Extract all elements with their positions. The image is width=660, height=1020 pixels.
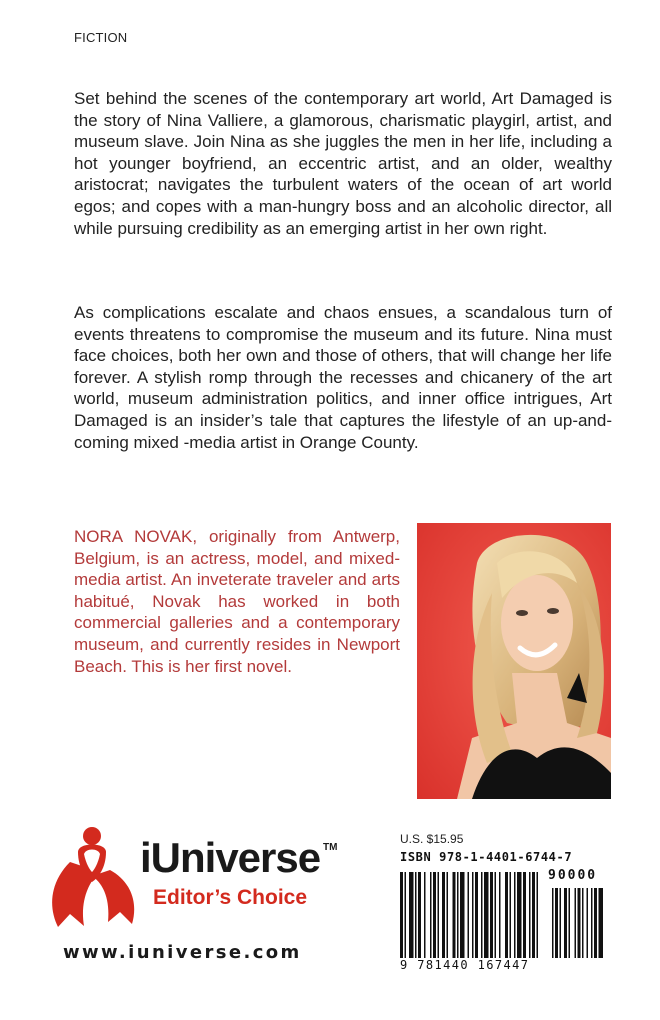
barcode-bar [424,872,426,958]
barcode-bar [514,872,516,958]
addon-bar [552,888,554,958]
trademark-mark: TM [323,842,338,853]
barcode-bar [481,872,483,958]
isbn-label: ISBN 978-1-4401-6744-7 [400,850,573,864]
barcode-bar [442,872,445,958]
publisher-website[interactable]: www.iuniverse.com [63,942,302,963]
barcode-bar [499,872,501,958]
addon-bar [591,888,593,958]
barcode-bars [396,870,610,970]
barcode-bar [418,872,421,958]
addon-bar [560,888,562,958]
barcode-bar [415,872,417,958]
barcode-bar [457,872,459,958]
barcode-bar [484,872,489,958]
ean-digits: 9 781440 167447 [400,958,530,972]
barcode-bar [532,872,535,958]
addon-bar [599,888,604,958]
addon-bar [582,888,584,958]
barcode-bar [409,872,414,958]
barcode-bar [505,872,508,958]
barcode-bar [438,872,440,958]
brand-name: iUniverse [140,834,321,881]
barcode-bar [475,872,478,958]
blurb-paragraph-2: As complications escalate and chaos ensues, a scandalous turn of events threatens to compromise the museum and its future. Nina must face choices, both her own and those of others, that will change her life forever. A stylish romp through the recesses and chicanery of the art world, museum administration politics, and inner office intrigues, Art Damaged is an insider’s tale that captures the lifestyle of an up-and-coming mixed -media artist in Orange County. [74,303,612,452]
barcode-bar [517,872,522,958]
barcode-block [396,828,610,980]
barcode-bar [447,872,449,958]
barcode-bar [430,872,432,958]
price-label: U.S. $15.95 [400,832,464,846]
blurb-paragraph-1: Set behind the scenes of the contemporary art world, Art Damaged is the story of Nina Valliere, a glamorous, charismatic playgirl, artist, and museum slave. Join Nina as she juggles the men in her life, including a hot younger boyfriend, an eccentric artist, and an older, wealthy aristocrat; navigates the turbulent waters of the ocean of art world egos; and copes with a man-hungry boss and an alcoholic director, all while pursuing credibility as an emerging artist in her own right. [74,89,612,238]
barcode-bar [523,872,526,958]
addon-digits: 90000 [548,868,598,883]
author-photo [417,523,611,799]
editors-choice-label: Editor’s Choice [153,886,308,909]
barcode-bar [472,872,474,958]
addon-bar [555,888,558,958]
addon-bar [594,888,597,958]
barcode-bar [460,872,465,958]
addon-bar [587,888,589,958]
addon-bar [564,888,567,958]
barcode-bar [495,872,497,958]
barcode-bar [468,872,470,958]
barcode-bar [433,872,436,958]
barcode-bar [529,872,531,958]
barcode-bar [405,872,407,958]
barcode-bar [453,872,456,958]
barcode-bar [510,872,512,958]
genre-label: FICTION [74,30,128,45]
author-bio: NORA NOVAK, originally from Antwerp, Belgium, is an actress, model, and mixed-media artist. An inveterate traveler and arts habitué, Novak has worked in both commercial galleries and a contemporary museum, and currently resides in Newport Beach. This is her first novel. [74,527,400,676]
addon-bar [575,888,577,958]
ribbon-person-logo-icon [40,822,150,932]
addon-bar [569,888,571,958]
barcode-bar [490,872,493,958]
addon-bar [578,888,581,958]
barcode-bar [537,872,539,958]
barcode-bar [400,872,403,958]
